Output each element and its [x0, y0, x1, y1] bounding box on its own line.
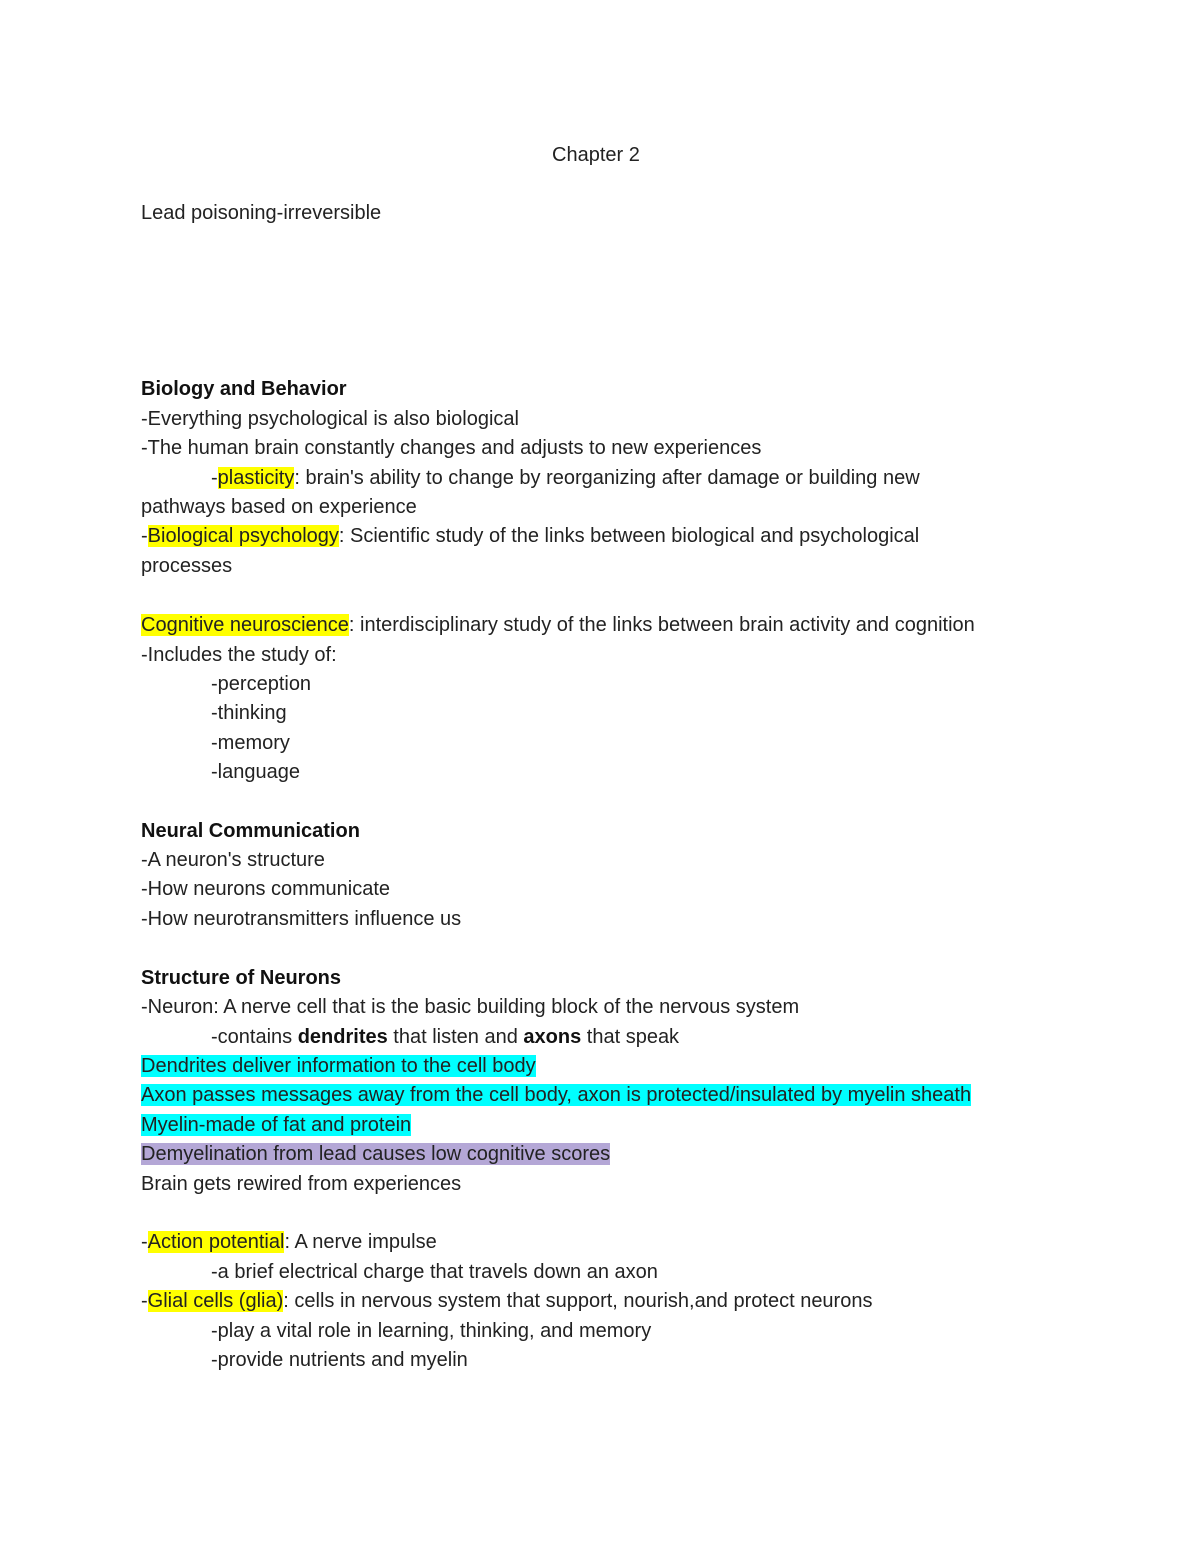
list-item: -How neurons communicate: [141, 878, 390, 900]
action-potential-line: [141, 1229, 437, 1255]
glia-term: Glial cells (glia): [147, 1290, 284, 1312]
ap-prefix: -: [141, 1231, 148, 1253]
cognitive-term: Cognitive neuroscience: [141, 614, 349, 636]
page-title: Chapter 2: [552, 144, 640, 166]
cognitive-def: : interdisciplinary study of the links between brain activity and cognition: [348, 614, 975, 636]
biology-line-1: -Everything psychological is also biological: [141, 408, 519, 430]
contains-axons: axons: [523, 1026, 582, 1048]
biopsych-line: [141, 523, 919, 549]
heading-structure-neurons: Structure of Neurons: [141, 967, 342, 989]
plasticity-cont: pathways based on experience: [141, 496, 417, 518]
ap-def: : A nerve impulse: [284, 1231, 437, 1253]
glia-prefix: -: [141, 1290, 148, 1312]
axon-note-line: [141, 1082, 971, 1108]
list-item: -perception: [211, 673, 312, 695]
biopsych-term: Biological psychology: [147, 525, 339, 547]
glia-sub-2: -provide nutrients and myelin: [211, 1349, 468, 1371]
contains-b: that listen and: [387, 1026, 524, 1048]
cognitive-includes: -Includes the study of:: [141, 644, 337, 666]
list-item: -How neurotransmitters influence us: [141, 908, 462, 930]
cognitive-line: [141, 612, 975, 638]
dendrites-note-line: [141, 1053, 536, 1079]
list-item: -A neuron's structure: [141, 849, 325, 871]
heading-biology-behavior: Biology and Behavior: [141, 378, 347, 400]
myelin-note: Myelin-made of fat and protein: [141, 1114, 412, 1136]
rewired-note: Brain gets rewired from experiences: [141, 1173, 462, 1195]
intro-line: Lead poisoning-irreversible: [141, 202, 382, 224]
biopsych-def: : Scientific study of the links between biological and psychological: [338, 525, 920, 547]
heading-neural-communication: Neural Communication: [141, 820, 360, 842]
glia-line: [141, 1288, 872, 1314]
list-item: -memory: [211, 732, 290, 754]
dendrites-note: Dendrites deliver information to the cell body: [141, 1055, 536, 1077]
contains-a: -contains: [211, 1026, 298, 1048]
contains-dendrites: dendrites: [297, 1026, 388, 1048]
plasticity-def: : brain's ability to change by reorganizing after damage or building new: [294, 467, 920, 489]
ap-term: Action potential: [147, 1231, 285, 1253]
ap-sub: -a brief electrical charge that travels down an axon: [211, 1261, 658, 1283]
plasticity-term: plasticity: [217, 467, 295, 489]
list-item: -language: [211, 761, 300, 783]
contains-line: [211, 1024, 679, 1050]
biopsych-prefix: -: [141, 525, 148, 547]
myelin-note-line: [141, 1112, 411, 1138]
contains-c: that speak: [581, 1026, 680, 1048]
plasticity-line: [211, 465, 920, 491]
plasticity-prefix: -: [211, 467, 218, 489]
list-item: -thinking: [211, 702, 287, 724]
demyelination-note: Demyelination from lead causes low cognitive scores: [141, 1143, 611, 1165]
neuron-line: -Neuron: A nerve cell that is the basic building block of the nervous system: [141, 996, 800, 1018]
glia-def: : cells in nervous system that support, nourish,and protect neurons: [283, 1290, 873, 1312]
demyelination-note-line: [141, 1141, 610, 1167]
biology-line-2: -The human brain constantly changes and adjusts to new experiences: [141, 437, 762, 459]
biopsych-cont: processes: [141, 555, 233, 577]
axon-note: Axon passes messages away from the cell body, axon is protected/insulated by myelin sheath: [141, 1084, 972, 1106]
glia-sub-1: -play a vital role in learning, thinking, and memory: [211, 1320, 652, 1342]
